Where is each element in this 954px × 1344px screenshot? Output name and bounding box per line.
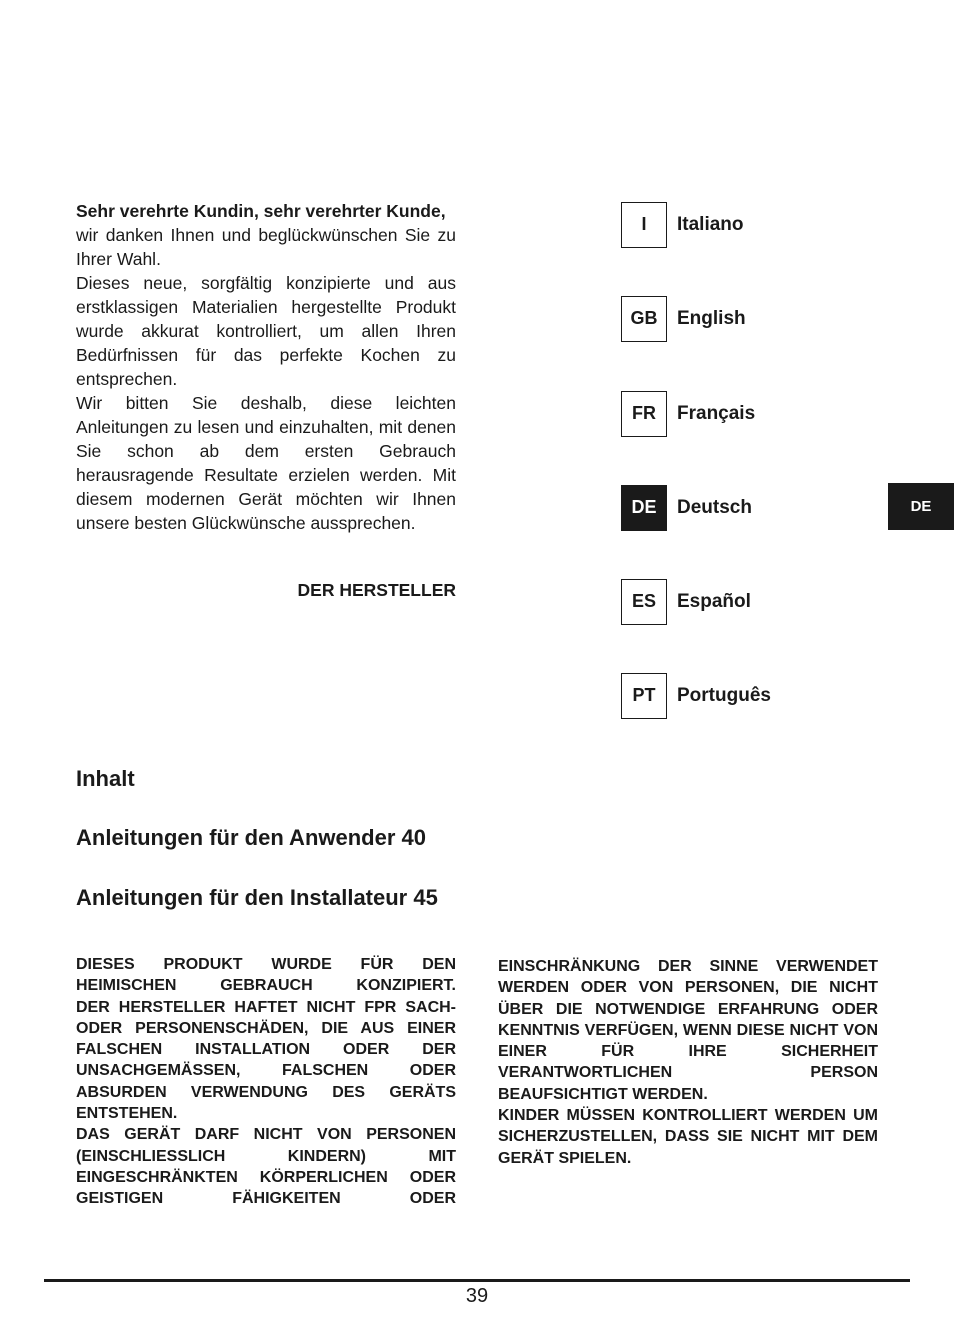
language-label: Français xyxy=(677,402,756,424)
language-code-box: PT xyxy=(621,673,667,719)
language-label: Deutsch xyxy=(677,496,752,518)
language-code-box: ES xyxy=(621,579,667,625)
intro-paragraph-1: wir danken Ihnen und beglückwünschen Sie zu Ihrer Wahl. xyxy=(76,225,456,269)
intro-paragraph-3: Wir bitten Sie deshalb, diese leichten Anleitungen zu lesen und einzuhalten, mit denen Sie schon ab dem ersten Gebrauch herausragende Resultate erzielen werden. Mit diesem modernen Gerät möchten wir Ihnen unsere besten Glückwünsche aussprechen. xyxy=(76,393,456,533)
language-side-tab: DE xyxy=(888,483,954,530)
warning-paragraph: EINSCHRÄNKUNG DER SINNE VERWENDET WERDEN ODER VON PERSONEN, DIE NICHT ÜBER DIE NOTWENDIGE ERFAHRUNG ODER KENNTNIS VERFÜGEN, WENN DIESE NICHT VON EINER FÜR IHRE SICHERHEIT VERANTWORTLICHEN PERSON BEAUFSICHTIGT WERDEN. xyxy=(498,958,878,1103)
language-code-box-active: DE xyxy=(621,485,667,531)
footer-divider xyxy=(44,1279,910,1282)
warning-text-left xyxy=(76,954,456,1210)
intro-paragraph-2: Dieses neue, sorgfältig konzipierte und aus erstklassigen Materialien hergestellte Produkt wurde akkurat kontrolliert, um allen Ihren Bedürfnissen für das perfekte Kochen zu entsprechen. xyxy=(76,273,456,389)
language-item-portugues xyxy=(621,672,771,719)
toc-item-installer-instructions: Anleitungen für den Installateur 45 xyxy=(76,885,438,910)
language-code-box: FR xyxy=(621,391,667,437)
page-number: 39 xyxy=(465,1285,489,1307)
language-code-box: I xyxy=(621,202,667,248)
language-item-english xyxy=(621,295,746,342)
warning-paragraph: KINDER MÜSSEN KONTROLLIERT WERDEN UM SICHERZUSTELLEN, DASS SIE NICHT MIT DEM GERÄT SPIELEN. xyxy=(498,1107,878,1167)
toc-item-user-instructions: Anleitungen für den Anwender 40 xyxy=(76,825,426,850)
language-label: Português xyxy=(677,684,771,706)
language-label: Español xyxy=(677,590,751,612)
language-item-italiano xyxy=(621,201,744,248)
language-label: Italiano xyxy=(677,213,744,235)
warning-paragraph: DIESES PRODUKT WURDE FÜR DEN HEIMISCHEN GEBRAUCH KONZIPIERT. xyxy=(76,956,456,995)
language-item-espanol xyxy=(621,578,751,625)
warning-text-right xyxy=(498,956,878,1169)
language-item-francais xyxy=(621,390,755,437)
language-label: English xyxy=(677,307,746,329)
signature: DER HERSTELLER xyxy=(297,580,456,600)
language-code-box: GB xyxy=(621,296,667,342)
greeting: Sehr verehrte Kundin, sehr verehrter Kunde, xyxy=(76,201,446,221)
warning-paragraph: DER HERSTELLER HAFTET NICHT FPR SACH- ODER PERSONENSCHÄDEN, DIE AUS EINER FALSCHEN INSTALLATION ODER DER UNSACHGEMÄSSEN, FALSCHEN ODER ABSURDEN VERWENDUNG DES GERÄTS ENTSTEHEN. xyxy=(76,998,456,1123)
warning-paragraph: DAS GERÄT DARF NICHT VON PERSONEN (EINSCHLIESSLICH KINDERN) MIT EINGESCHRÄNKTEN KÖRPERLICHEN ODER GEISTIGEN FÄHIGKEITEN ODER xyxy=(76,1126,456,1208)
toc-title: Inhalt xyxy=(76,766,135,791)
language-item-deutsch xyxy=(621,484,752,531)
intro-text xyxy=(76,199,456,535)
